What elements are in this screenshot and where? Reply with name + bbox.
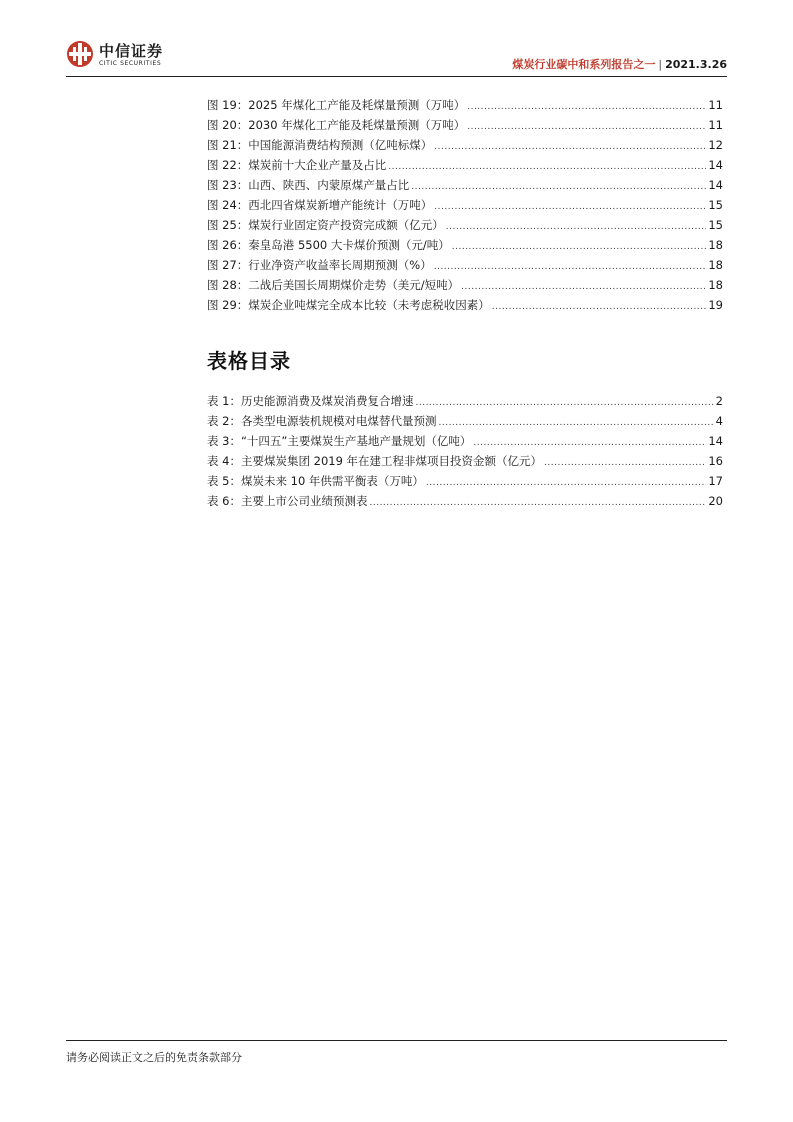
dot-leader — [438, 418, 713, 428]
logo-chinese-name: 中信证券 — [99, 42, 164, 60]
report-title — [512, 56, 727, 72]
figure-toc-entry-page-number: 18 — [708, 258, 723, 272]
figure-toc-entry-page-number: 15 — [708, 198, 723, 212]
table-toc-entry[interactable] — [207, 493, 723, 513]
tables-toc — [207, 393, 723, 513]
figure-toc-entry-label: 图 27：行业净资产收益率长周期预测（%） — [207, 258, 432, 272]
figure-toc-entry-page-number: 14 — [708, 178, 723, 192]
disclaimer-text: 请务必阅读正文之后的免责条款部分 — [66, 1051, 242, 1064]
citic-logo-icon — [66, 40, 94, 68]
table-toc-entry[interactable] — [207, 393, 723, 413]
figure-toc-entry-label: 图 25：煤炭行业固定资产投资完成额（亿元） — [207, 218, 444, 232]
page-header — [66, 38, 727, 77]
table-toc-entry-page-number: 17 — [708, 474, 723, 488]
figure-toc-entry-label: 图 29：煤炭企业吨煤完全成本比较（未考虑税收因素） — [207, 298, 490, 312]
dot-leader — [411, 182, 706, 192]
dot-leader — [544, 458, 706, 468]
figure-toc-entry[interactable] — [207, 277, 723, 297]
figure-toc-entry[interactable] — [207, 217, 723, 237]
table-toc-entry-label: 表 3：“十四五”主要煤炭生产基地产量规划（亿吨） — [207, 434, 472, 448]
dot-leader — [461, 282, 706, 292]
table-toc-entry-page-number: 4 — [715, 414, 723, 428]
dot-leader — [434, 262, 707, 272]
dot-leader — [467, 122, 706, 132]
dot-leader — [467, 102, 706, 112]
figure-toc-entry[interactable] — [207, 97, 723, 117]
table-toc-entry-label: 表 4：主要煤炭集团 2019 年在建工程非煤项目投资金额（亿元） — [207, 454, 543, 468]
table-toc-entry-page-number: 2 — [715, 394, 723, 408]
report-date: 2021.3.26 — [665, 58, 727, 71]
table-toc-entry[interactable] — [207, 473, 723, 493]
figure-toc-entry-page-number: 11 — [708, 118, 723, 132]
logo-english-name: CITIC SECURITIES — [99, 60, 162, 67]
table-toc-entry-label: 表 2：各类型电源装机规模对电煤替代量预测 — [207, 414, 437, 428]
table-toc-entry-label: 表 6：主要上市公司业绩预测表 — [207, 494, 368, 508]
figure-toc-entry-label: 图 19：2025 年煤化工产能及耗煤量预测（万吨） — [207, 98, 466, 112]
title-separator: | — [658, 58, 663, 71]
figure-toc-entry-label: 图 24：西北四省煤炭新增产能统计（万吨） — [207, 198, 433, 212]
figure-toc-entry-label: 图 28：二战后美国长周期煤价走势（美元/短吨） — [207, 278, 460, 292]
figure-toc-entry[interactable] — [207, 157, 723, 177]
dot-leader — [473, 438, 706, 448]
dot-leader — [415, 398, 713, 408]
figure-toc-entry[interactable] — [207, 237, 723, 257]
page-footer — [66, 1040, 727, 1065]
table-toc-entry[interactable] — [207, 413, 723, 433]
figure-toc-entry-label: 图 21：中国能源消费结构预测（亿吨标煤） — [207, 138, 433, 152]
table-toc-entry-label: 表 1：历史能源消费及煤炭消费复合增速 — [207, 394, 414, 408]
report-series-title: 煤炭行业碳中和系列报告之一 — [512, 58, 656, 71]
figure-toc-entry-label: 图 26：秦皇岛港 5500 大卡煤价预测（元/吨） — [207, 238, 450, 252]
figure-toc-entry-page-number: 19 — [708, 298, 723, 312]
figure-toc-entry[interactable] — [207, 137, 723, 157]
figure-toc-entry-label: 图 20：2030 年煤化工产能及耗煤量预测（万吨） — [207, 118, 466, 132]
figures-toc — [207, 97, 723, 317]
table-toc-entry-page-number: 20 — [708, 494, 723, 508]
table-toc-entry[interactable] — [207, 453, 723, 473]
figure-toc-entry[interactable] — [207, 177, 723, 197]
table-toc-entry-page-number: 14 — [708, 434, 723, 448]
figure-toc-entry-label: 图 22：煤炭前十大企业产量及占比 — [207, 158, 387, 172]
dot-leader — [369, 498, 706, 508]
figure-toc-entry[interactable] — [207, 197, 723, 217]
dot-leader — [388, 162, 706, 172]
figure-toc-entry-page-number: 15 — [708, 218, 723, 232]
figure-toc-entry-page-number: 12 — [708, 138, 723, 152]
dot-leader — [452, 242, 707, 252]
figure-toc-entry-page-number: 18 — [708, 238, 723, 252]
figure-toc-entry-page-number: 14 — [708, 158, 723, 172]
figure-toc-entry[interactable] — [207, 297, 723, 317]
figure-toc-entry[interactable] — [207, 257, 723, 277]
dot-leader — [434, 202, 706, 212]
tables-section-title: 表格目录 — [207, 349, 291, 373]
figure-toc-entry-page-number: 11 — [708, 98, 723, 112]
table-toc-entry-page-number: 16 — [708, 454, 723, 468]
dot-leader — [426, 478, 706, 488]
table-toc-entry[interactable] — [207, 433, 723, 453]
citic-logo — [66, 38, 186, 72]
dot-leader — [434, 142, 706, 152]
figure-toc-entry-page-number: 18 — [708, 278, 723, 292]
figure-toc-entry-label: 图 23：山西、陕西、内蒙原煤产量占比 — [207, 178, 410, 192]
dot-leader — [446, 222, 707, 232]
figure-toc-entry[interactable] — [207, 117, 723, 137]
dot-leader — [492, 302, 707, 312]
table-toc-entry-label: 表 5：煤炭未来 10 年供需平衡表（万吨） — [207, 474, 424, 488]
